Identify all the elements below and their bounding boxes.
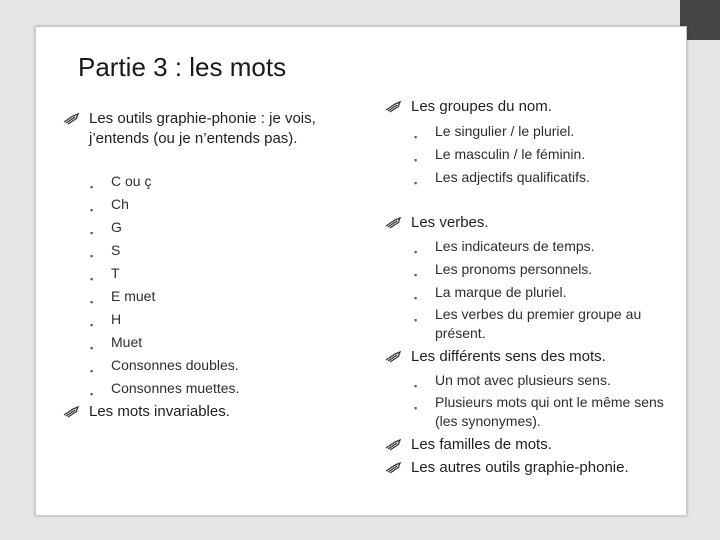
square-bullet-icon: ▪ — [414, 178, 418, 188]
square-bullet-icon: ▪ — [90, 343, 94, 353]
square-bullet-icon: ▪ — [414, 293, 418, 303]
feather-arrow-icon — [385, 438, 401, 451]
list-item: ▪ S — [111, 240, 120, 260]
square-bullet-icon: ▪ — [90, 182, 94, 192]
square-bullet-icon: ▪ — [414, 132, 418, 142]
square-bullet-icon: ▪ — [414, 247, 418, 257]
left-item-invariables: Les mots invariables. — [89, 402, 230, 422]
left-item-outils: Les outils graphie-phonie : je vois, j’entends (ou je n’entends pas). — [89, 109, 344, 149]
right-item-familles: Les familles de mots. — [411, 435, 552, 455]
right-item-groupes: Les groupes du nom. — [411, 97, 552, 117]
square-bullet-icon: ▪ — [414, 315, 418, 325]
page-title: Partie 3 : les mots — [78, 52, 287, 82]
square-bullet-icon: ▪ — [414, 155, 418, 165]
square-bullet-icon: ▪ — [90, 228, 94, 238]
feather-arrow-icon — [385, 216, 401, 229]
square-bullet-icon: ▪ — [90, 320, 94, 330]
list-item: ▪ Les indicateurs de temps. — [435, 236, 595, 256]
square-bullet-icon: ▪ — [90, 297, 94, 307]
list-item: ▪ T — [111, 263, 120, 283]
list-item: ▪ Un mot avec plusieurs sens. — [435, 370, 611, 390]
list-item: ▪ Les pronoms personnels. — [435, 259, 592, 279]
square-bullet-icon: ▪ — [90, 366, 94, 376]
list-item: ▪ Le masculin / le féminin. — [435, 144, 585, 164]
square-bullet-icon: ▪ — [414, 270, 418, 280]
list-item: ▪ C ou ç — [111, 171, 151, 191]
feather-arrow-icon — [385, 100, 401, 113]
feather-arrow-icon — [385, 350, 401, 363]
square-bullet-icon: ▪ — [90, 274, 94, 284]
list-item: ▪ Ch — [111, 194, 129, 214]
list-item: ▪ Muet — [111, 332, 142, 352]
list-item: ▪ H — [111, 309, 121, 329]
feather-arrow-icon — [385, 461, 401, 474]
list-item: ▪ La marque de pluriel. — [435, 282, 567, 302]
list-item: ▪ Le singulier / le pluriel. — [435, 121, 574, 141]
list-item: ▪ Les adjectifs qualificatifs. — [435, 167, 590, 187]
list-item: ▪ Consonnes doubles. — [111, 355, 239, 375]
square-bullet-icon: ▪ — [90, 205, 94, 215]
square-bullet-icon: ▪ — [414, 403, 418, 413]
list-item: ▪ Consonnes muettes. — [111, 378, 239, 398]
right-item-verbes: Les verbes. — [411, 213, 489, 233]
list-item: ▪ G — [111, 217, 122, 237]
list-item: ▪ E muet — [111, 286, 155, 306]
list-item: ▪ Les verbes du premier groupe au présent. — [414, 306, 642, 341]
square-bullet-icon: ▪ — [90, 251, 94, 261]
square-bullet-icon: ▪ — [90, 389, 94, 399]
square-bullet-icon: ▪ — [414, 381, 418, 391]
feather-arrow-icon — [63, 112, 79, 125]
feather-arrow-icon — [63, 405, 79, 418]
right-item-outils: Les autres outils graphie-phonie. — [411, 458, 629, 478]
list-item: ▪ Plusieurs mots qui ont le même sens (les synonymes). — [414, 394, 664, 429]
right-item-sens: Les différents sens des mots. — [411, 347, 606, 367]
